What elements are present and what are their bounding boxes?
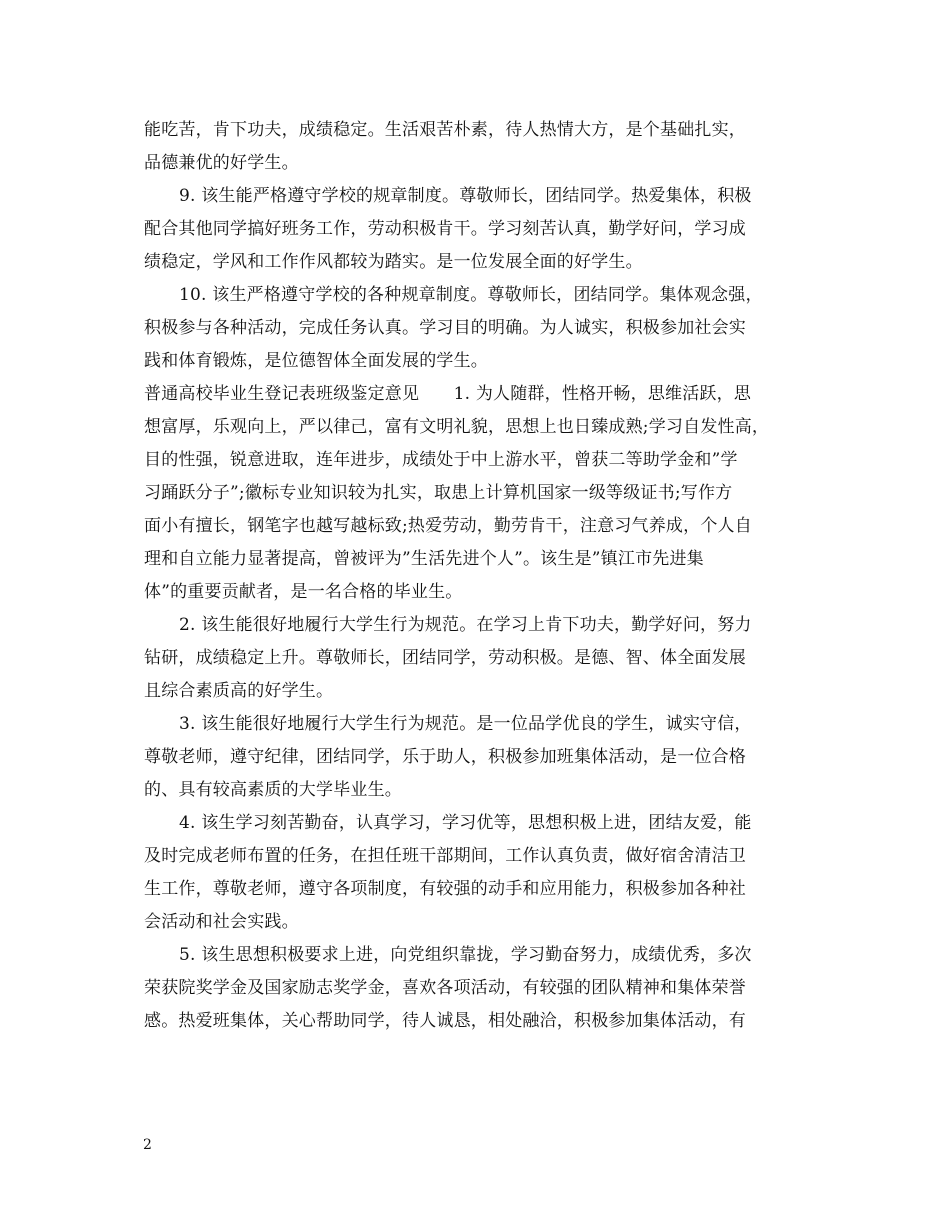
text-line: 品德兼优的好学生。 [144, 153, 299, 173]
paragraph-start-line: 3. 该生能很好地履行大学生行为规范。是一位品学优良的学生，诚实守信， [179, 714, 752, 734]
page-number: 2 [143, 1137, 152, 1153]
text-line: 及时完成老师布置的任务，在担任班干部期间，工作认真负责，做好宿舍清洁卫 [144, 846, 746, 866]
text-line: 钻研，成绩稳定上升。尊敬师长，团结同学，劳动积极。是德、智、体全面发展 [144, 648, 746, 668]
text-line: 积极参与各种活动，完成任务认真。学习目的明确。为人诚实，积极参加社会实 [144, 318, 746, 338]
text-line: 荣获院奖学金及国家励志奖学金，喜欢各项活动，有较强的团队精神和集体荣誉 [144, 978, 746, 998]
text-line: 面小有擅长，钢笔字也越写越标致;热爱劳动，勤劳肯干，注意习气养成，个人自 [144, 516, 752, 536]
text-line: 能吃苦，肯下功夫，成绩稳定。生活艰苦朴素，待人热情大方，是个基础扎实， [144, 120, 746, 140]
text-line: 绩稳定，学风和工作作风都较为踏实。是一位发展全面的好学生。 [144, 252, 643, 272]
paragraph-start-line: 10. 该生严格遵守学校的各种规章制度。尊敬师长，团结同学。集体观念强， [179, 285, 763, 305]
paragraph-start-line: 9. 该生能严格遵守学校的规章制度。尊敬师长，团结同学。热爱集体，积极 [179, 186, 752, 206]
section-heading-line: 普通高校毕业生登记表班级鉴定意见 1. 为人随群，性格开畅，思维活跃，思 [144, 384, 752, 404]
text-line: 想富厚，乐观向上，严以律己，富有文明礼貌，思想上也日臻成熟;学习自发性高， [144, 417, 770, 437]
text-line: 目的性强，锐意进取，连年进步，成绩处于中上游水平，曾获二等助学金和”学 [144, 450, 738, 470]
text-line: 践和体育锻炼，是位德智体全面发展的学生。 [144, 351, 488, 371]
document-body [144, 114, 810, 1038]
text-line: 理和自立能力显著提高，曾被评为”生活先进个人”。该生是”镇江市先进集 [144, 549, 704, 569]
paragraph-start-line: 4. 该生学习刻苦勤奋，认真学习，学习优等，思想积极上进，团结友爱，能 [179, 813, 752, 833]
text-line: 生工作，尊敬老师，遵守各项制度，有较强的动手和应用能力，积极参加各种社 [144, 879, 746, 899]
paragraph-start-line: 5. 该生思想积极要求上进，向党组织靠拢，学习勤奋努力，成绩优秀，多次 [179, 945, 752, 965]
text-line: 习踊跃分子”;徽标专业知识较为扎实，取患上计算机国家一级等级证书;写作方 [144, 483, 733, 503]
text-line: 且综合素质高的好学生。 [144, 681, 334, 701]
text-line: 尊敬老师，遵守纪律，团结同学，乐于助人，积极参加班集体活动，是一位合格 [144, 747, 746, 767]
text-line: 配合其他同学搞好班务工作，劳动积极肯干。学习刻苦认真，勤学好问，学习成 [144, 219, 746, 239]
text-line: 体”的重要贡献者，是一名合格的毕业生。 [144, 582, 463, 602]
text-line: 感。热爱班集体，关心帮助同学，待人诚恳，相处融洽，积极参加集体活动，有 [144, 1011, 746, 1031]
paragraph-start-line: 2. 该生能很好地履行大学生行为规范。在学习上肯下功夫，勤学好问，努力 [179, 615, 752, 635]
text-line: 会活动和社会实践。 [144, 912, 299, 932]
text-line: 的、具有较高素质的大学毕业生。 [144, 780, 402, 800]
